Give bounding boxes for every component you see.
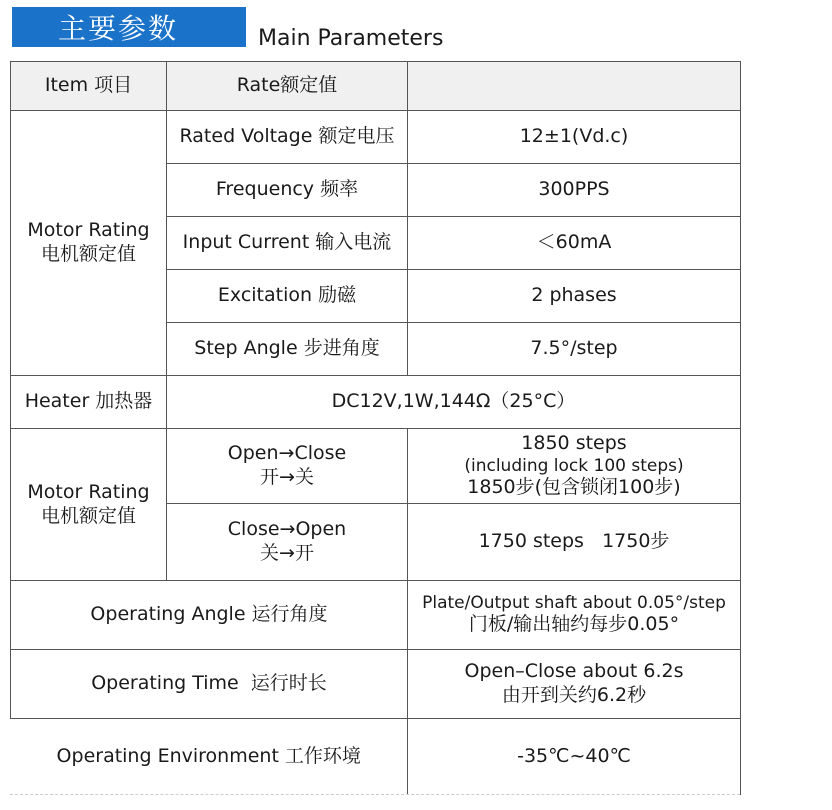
operating-angle-value xyxy=(408,581,741,650)
table-bottom-divider xyxy=(10,794,740,795)
open-close-lock-note: (including lock 100 steps) xyxy=(464,455,684,476)
open-close-label-cn: 开→关 xyxy=(260,466,314,488)
param-label: Rated Voltage 额定电压 xyxy=(167,111,408,164)
table-row xyxy=(11,429,741,504)
table-row xyxy=(11,376,741,429)
table-row xyxy=(11,111,741,164)
parameters-table xyxy=(10,61,741,795)
param-label: Frequency 频率 xyxy=(167,164,408,217)
motor-rating-label-cn: 电机额定值 xyxy=(40,243,136,265)
section-title-badge xyxy=(12,7,246,47)
param-label: Step Angle 步进角度 xyxy=(167,323,408,376)
heater-value: DC12V,1W,144Ω（25°C） xyxy=(167,376,741,429)
param-label: Excitation 励磁 xyxy=(167,270,408,323)
motor-rating-label-cn: 电机额定值 xyxy=(40,504,136,527)
operating-time-value xyxy=(408,650,741,719)
motor-rating-label-en: Motor Rating xyxy=(27,219,150,242)
close-open-label xyxy=(167,504,408,581)
operating-angle-en: Plate/Output shaft about 0.05°/step xyxy=(422,592,726,613)
open-close-steps: 1850 steps xyxy=(521,432,627,455)
motor-rating-label xyxy=(11,111,167,376)
header-value xyxy=(408,62,741,111)
open-close-label-en: Open→Close xyxy=(227,442,347,465)
open-close-steps-cn: 1850步(包含锁闭100步) xyxy=(467,476,681,499)
param-value: 2 phases xyxy=(408,270,741,323)
operating-angle-label: Operating Angle 运行角度 xyxy=(11,581,408,650)
operating-time-en: Open–Close about 6.2s xyxy=(464,660,684,683)
operating-env-label: Operating Environment 工作环境 xyxy=(11,719,408,796)
motor-rating-label xyxy=(11,429,167,581)
open-close-value xyxy=(408,429,741,504)
param-value: 7.5°/step xyxy=(408,323,741,376)
close-open-label-cn: 关→开 xyxy=(260,542,314,564)
motor-rating-label-en: Motor Rating xyxy=(27,480,150,503)
param-value: ＜60mA xyxy=(408,217,741,270)
param-label: Input Current 输入电流 xyxy=(167,217,408,270)
param-value: 12±1(Vd.c) xyxy=(408,111,741,164)
operating-time-cn: 由开到关约6.2秒 xyxy=(501,684,647,706)
operating-env-value: -35℃~40℃ xyxy=(408,719,741,796)
table-row xyxy=(11,650,741,719)
operating-angle-cn: 门板/输出轴约每步0.05° xyxy=(468,613,680,636)
section-title-en: Main Parameters xyxy=(258,26,444,51)
section-title-cn: 主要参数 xyxy=(58,12,179,45)
header-rate: Rate额定值 xyxy=(167,62,408,111)
header-item: Item 项目 xyxy=(11,62,167,111)
open-close-label xyxy=(167,429,408,504)
operating-time-label: Operating Time 运行时长 xyxy=(11,650,408,719)
table-row xyxy=(11,581,741,650)
close-open-label-en: Close→Open xyxy=(227,518,347,541)
close-open-value: 1750 steps 1750步 xyxy=(408,504,741,581)
heater-label: Heater 加热器 xyxy=(11,376,167,429)
param-value: 300PPS xyxy=(408,164,741,217)
table-row xyxy=(11,719,741,796)
table-header-row xyxy=(11,62,741,111)
